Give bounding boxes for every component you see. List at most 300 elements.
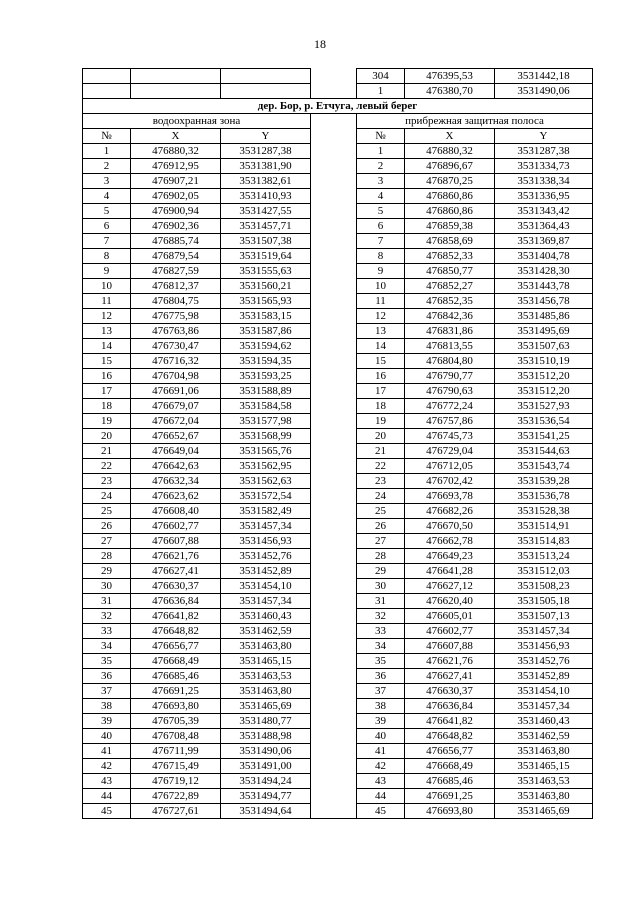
table-row xyxy=(83,684,593,699)
left-num-cell: 7 xyxy=(83,234,131,249)
top-row-y: 3531490,06 xyxy=(495,84,593,99)
right-num-cell: 15 xyxy=(357,354,405,369)
left-x-cell: 476608,40 xyxy=(131,504,221,519)
right-num-cell: 16 xyxy=(357,369,405,384)
empty-cell xyxy=(221,84,311,99)
spacer-cell xyxy=(311,639,357,654)
right-y-cell: 3531527,93 xyxy=(495,399,593,414)
spacer-cell xyxy=(311,399,357,414)
table-row xyxy=(83,609,593,624)
right-num-cell: 40 xyxy=(357,729,405,744)
right-num-cell: 13 xyxy=(357,324,405,339)
spacer-cell xyxy=(311,234,357,249)
left-y-cell: 3531594,62 xyxy=(221,339,311,354)
right-x-cell: 476648,82 xyxy=(405,729,495,744)
spacer-cell xyxy=(311,714,357,729)
table-row xyxy=(83,579,593,594)
left-num-cell: 35 xyxy=(83,654,131,669)
right-x-cell: 476852,35 xyxy=(405,294,495,309)
left-x-cell: 476642,63 xyxy=(131,459,221,474)
top-row-num: 1 xyxy=(357,84,405,99)
left-num-cell: 11 xyxy=(83,294,131,309)
right-num-cell: 7 xyxy=(357,234,405,249)
left-x-cell: 476708,48 xyxy=(131,729,221,744)
right-num-cell: 37 xyxy=(357,684,405,699)
right-y-cell: 3531495,69 xyxy=(495,324,593,339)
right-y-cell: 3531507,13 xyxy=(495,609,593,624)
right-y-cell: 3531505,18 xyxy=(495,594,593,609)
left-x-cell: 476880,32 xyxy=(131,144,221,159)
right-y-cell: 3531428,30 xyxy=(495,264,593,279)
table-row xyxy=(83,804,593,819)
right-y-cell: 3531457,34 xyxy=(495,624,593,639)
right-num-cell: 1 xyxy=(357,144,405,159)
right-x-cell: 476649,23 xyxy=(405,549,495,564)
left-y-cell: 3531457,34 xyxy=(221,594,311,609)
left-num-cell: 28 xyxy=(83,549,131,564)
right-num-cell: 30 xyxy=(357,579,405,594)
coordinates-table xyxy=(82,68,593,819)
left-num-cell: 29 xyxy=(83,564,131,579)
right-y-cell: 3531456,93 xyxy=(495,639,593,654)
left-y-cell: 3531555,63 xyxy=(221,264,311,279)
left-y-cell: 3531582,49 xyxy=(221,504,311,519)
right-x-cell: 476605,01 xyxy=(405,609,495,624)
empty-cell xyxy=(131,69,221,84)
left-x-cell: 476812,37 xyxy=(131,279,221,294)
right-y-cell: 3531443,78 xyxy=(495,279,593,294)
left-x-cell: 476775,98 xyxy=(131,309,221,324)
right-num-cell: 2 xyxy=(357,159,405,174)
top-row-x: 476395,53 xyxy=(405,69,495,84)
right-y-cell: 3531343,42 xyxy=(495,204,593,219)
left-x-cell: 476691,06 xyxy=(131,384,221,399)
left-y-cell: 3531519,64 xyxy=(221,249,311,264)
table-row xyxy=(83,624,593,639)
right-x-cell: 476813,55 xyxy=(405,339,495,354)
right-x-cell: 476602,77 xyxy=(405,624,495,639)
right-num-cell: 12 xyxy=(357,309,405,324)
right-num-cell: 29 xyxy=(357,564,405,579)
spacer-cell xyxy=(311,144,357,159)
spacer-cell xyxy=(311,534,357,549)
left-num-cell: 27 xyxy=(83,534,131,549)
left-num-cell: 18 xyxy=(83,399,131,414)
spacer-cell xyxy=(311,459,357,474)
spacer-cell xyxy=(311,489,357,504)
spacer-cell xyxy=(311,729,357,744)
table-row xyxy=(83,564,593,579)
table-row xyxy=(83,369,593,384)
left-y-cell: 3531587,86 xyxy=(221,324,311,339)
spacer-cell xyxy=(311,744,357,759)
left-num-cell: 6 xyxy=(83,219,131,234)
left-x-cell: 476900,94 xyxy=(131,204,221,219)
empty-cell xyxy=(221,69,311,84)
right-num-cell: 28 xyxy=(357,549,405,564)
right-y-cell: 3531465,69 xyxy=(495,804,593,819)
left-num-cell: 3 xyxy=(83,174,131,189)
left-num-cell: 45 xyxy=(83,804,131,819)
table-row xyxy=(83,774,593,789)
left-y-cell: 3531594,35 xyxy=(221,354,311,369)
right-y-cell: 3531510,19 xyxy=(495,354,593,369)
top-row xyxy=(83,69,593,84)
left-y-cell: 3531287,38 xyxy=(221,144,311,159)
spacer-cell xyxy=(311,309,357,324)
spacer-cell xyxy=(311,474,357,489)
spacer-cell xyxy=(311,504,357,519)
right-x-cell: 476729,04 xyxy=(405,444,495,459)
left-y-cell: 3531452,76 xyxy=(221,549,311,564)
table-row xyxy=(83,729,593,744)
right-x-cell: 476636,84 xyxy=(405,699,495,714)
left-x-cell: 476679,07 xyxy=(131,399,221,414)
left-y-cell: 3531560,21 xyxy=(221,279,311,294)
right-x-cell: 476804,80 xyxy=(405,354,495,369)
table-row xyxy=(83,294,593,309)
column-header-row xyxy=(83,129,593,144)
left-x-cell: 476672,04 xyxy=(131,414,221,429)
table-row xyxy=(83,159,593,174)
right-y-cell: 3531457,34 xyxy=(495,699,593,714)
table-row xyxy=(83,789,593,804)
right-y-cell: 3531508,23 xyxy=(495,579,593,594)
right-num-cell: 31 xyxy=(357,594,405,609)
right-num-cell: 22 xyxy=(357,459,405,474)
left-x-cell: 476607,88 xyxy=(131,534,221,549)
left-num-cell: 2 xyxy=(83,159,131,174)
empty-cell xyxy=(83,69,131,84)
left-num-cell: 13 xyxy=(83,324,131,339)
right-num-cell: 45 xyxy=(357,804,405,819)
left-x-cell: 476623,62 xyxy=(131,489,221,504)
right-y-cell: 3531512,20 xyxy=(495,369,593,384)
table-row xyxy=(83,699,593,714)
left-header-x: X xyxy=(131,129,221,144)
left-num-cell: 40 xyxy=(83,729,131,744)
left-x-cell: 476630,37 xyxy=(131,579,221,594)
right-x-cell: 476682,26 xyxy=(405,504,495,519)
left-x-cell: 476827,59 xyxy=(131,264,221,279)
right-y-cell: 3531543,74 xyxy=(495,459,593,474)
right-num-cell: 9 xyxy=(357,264,405,279)
table-row xyxy=(83,189,593,204)
spacer-cell xyxy=(311,294,357,309)
right-num-cell: 18 xyxy=(357,399,405,414)
spacer-cell xyxy=(311,654,357,669)
spacer-cell xyxy=(311,624,357,639)
left-num-cell: 21 xyxy=(83,444,131,459)
left-y-cell: 3531507,38 xyxy=(221,234,311,249)
spacer-cell xyxy=(311,69,357,84)
spacer-cell xyxy=(311,564,357,579)
right-x-cell: 476870,25 xyxy=(405,174,495,189)
left-x-cell: 476727,61 xyxy=(131,804,221,819)
right-x-cell: 476790,63 xyxy=(405,384,495,399)
table-row xyxy=(83,504,593,519)
right-x-cell: 476772,24 xyxy=(405,399,495,414)
right-y-cell: 3531514,83 xyxy=(495,534,593,549)
right-x-cell: 476627,12 xyxy=(405,579,495,594)
left-x-cell: 476879,54 xyxy=(131,249,221,264)
left-y-cell: 3531463,80 xyxy=(221,639,311,654)
left-y-cell: 3531593,25 xyxy=(221,369,311,384)
right-x-cell: 476620,40 xyxy=(405,594,495,609)
table-row xyxy=(83,354,593,369)
right-num-cell: 35 xyxy=(357,654,405,669)
left-num-cell: 15 xyxy=(83,354,131,369)
left-num-cell: 26 xyxy=(83,519,131,534)
left-x-cell: 476912,95 xyxy=(131,159,221,174)
right-header-num: № xyxy=(357,129,405,144)
right-num-cell: 11 xyxy=(357,294,405,309)
spacer-cell xyxy=(311,699,357,714)
spacer-cell xyxy=(311,684,357,699)
table-row xyxy=(83,744,593,759)
left-y-cell: 3531490,06 xyxy=(221,744,311,759)
left-y-cell: 3531562,63 xyxy=(221,474,311,489)
left-y-cell: 3531457,71 xyxy=(221,219,311,234)
left-num-cell: 17 xyxy=(83,384,131,399)
table-row xyxy=(83,234,593,249)
empty-cell xyxy=(83,84,131,99)
right-x-cell: 476630,37 xyxy=(405,684,495,699)
right-num-cell: 44 xyxy=(357,789,405,804)
table-row xyxy=(83,384,593,399)
left-x-cell: 476730,47 xyxy=(131,339,221,354)
left-num-cell: 33 xyxy=(83,624,131,639)
right-x-cell: 476880,32 xyxy=(405,144,495,159)
right-num-cell: 3 xyxy=(357,174,405,189)
right-num-cell: 43 xyxy=(357,774,405,789)
right-x-cell: 476607,88 xyxy=(405,639,495,654)
right-num-cell: 38 xyxy=(357,699,405,714)
right-x-cell: 476757,86 xyxy=(405,414,495,429)
left-x-cell: 476715,49 xyxy=(131,759,221,774)
left-y-cell: 3531488,98 xyxy=(221,729,311,744)
left-x-cell: 476602,77 xyxy=(131,519,221,534)
right-num-cell: 6 xyxy=(357,219,405,234)
right-num-cell: 10 xyxy=(357,279,405,294)
left-num-cell: 4 xyxy=(83,189,131,204)
right-y-cell: 3531364,43 xyxy=(495,219,593,234)
spacer-cell xyxy=(311,324,357,339)
right-x-cell: 476685,46 xyxy=(405,774,495,789)
right-x-cell: 476662,78 xyxy=(405,534,495,549)
right-x-cell: 476668,49 xyxy=(405,759,495,774)
right-num-cell: 17 xyxy=(357,384,405,399)
right-y-cell: 3531369,87 xyxy=(495,234,593,249)
right-y-cell: 3531541,25 xyxy=(495,429,593,444)
spacer-cell xyxy=(311,249,357,264)
left-y-cell: 3531456,93 xyxy=(221,534,311,549)
left-header-y: Y xyxy=(221,129,311,144)
right-y-cell: 3531452,76 xyxy=(495,654,593,669)
left-num-cell: 37 xyxy=(83,684,131,699)
right-y-cell: 3531512,20 xyxy=(495,384,593,399)
left-y-cell: 3531562,95 xyxy=(221,459,311,474)
left-num-cell: 20 xyxy=(83,429,131,444)
spacer-cell xyxy=(311,594,357,609)
table-row xyxy=(83,594,593,609)
table-row xyxy=(83,279,593,294)
left-y-cell: 3531494,77 xyxy=(221,789,311,804)
right-num-cell: 19 xyxy=(357,414,405,429)
right-x-cell: 476842,36 xyxy=(405,309,495,324)
right-x-cell: 476790,77 xyxy=(405,369,495,384)
spacer-cell xyxy=(311,384,357,399)
table-row xyxy=(83,174,593,189)
table-row xyxy=(83,264,593,279)
left-y-cell: 3531494,64 xyxy=(221,804,311,819)
right-num-cell: 14 xyxy=(357,339,405,354)
right-x-cell: 476627,41 xyxy=(405,669,495,684)
spacer-cell xyxy=(311,279,357,294)
right-x-cell: 476745,73 xyxy=(405,429,495,444)
coordinates-table-body xyxy=(83,69,593,819)
left-num-cell: 31 xyxy=(83,594,131,609)
left-num-cell: 36 xyxy=(83,669,131,684)
right-y-cell: 3531539,28 xyxy=(495,474,593,489)
left-y-cell: 3531480,77 xyxy=(221,714,311,729)
table-row xyxy=(83,519,593,534)
right-y-cell: 3531507,63 xyxy=(495,339,593,354)
left-num-cell: 39 xyxy=(83,714,131,729)
table-row xyxy=(83,324,593,339)
right-x-cell: 476693,80 xyxy=(405,804,495,819)
left-x-cell: 476705,39 xyxy=(131,714,221,729)
left-num-cell: 22 xyxy=(83,459,131,474)
left-x-cell: 476902,05 xyxy=(131,189,221,204)
left-y-cell: 3531572,54 xyxy=(221,489,311,504)
left-num-cell: 24 xyxy=(83,489,131,504)
right-num-cell: 8 xyxy=(357,249,405,264)
table-row xyxy=(83,654,593,669)
left-x-cell: 476691,25 xyxy=(131,684,221,699)
right-x-cell: 476860,86 xyxy=(405,189,495,204)
left-x-cell: 476719,12 xyxy=(131,774,221,789)
left-num-cell: 41 xyxy=(83,744,131,759)
right-y-cell: 3531462,59 xyxy=(495,729,593,744)
table-row xyxy=(83,414,593,429)
spacer-cell xyxy=(311,519,357,534)
left-num-cell: 30 xyxy=(83,579,131,594)
left-num-cell: 10 xyxy=(83,279,131,294)
right-y-cell: 3531454,10 xyxy=(495,684,593,699)
right-x-cell: 476852,27 xyxy=(405,279,495,294)
right-y-cell: 3531287,38 xyxy=(495,144,593,159)
left-y-cell: 3531465,69 xyxy=(221,699,311,714)
left-y-cell: 3531454,10 xyxy=(221,579,311,594)
table-row xyxy=(83,399,593,414)
right-num-cell: 34 xyxy=(357,639,405,654)
left-y-cell: 3531491,00 xyxy=(221,759,311,774)
left-y-cell: 3531565,93 xyxy=(221,294,311,309)
left-y-cell: 3531460,43 xyxy=(221,609,311,624)
right-x-cell: 476831,86 xyxy=(405,324,495,339)
right-x-cell: 476691,25 xyxy=(405,789,495,804)
spacer-cell xyxy=(311,159,357,174)
left-y-cell: 3531577,98 xyxy=(221,414,311,429)
right-num-cell: 27 xyxy=(357,534,405,549)
spacer-cell xyxy=(311,174,357,189)
table-row xyxy=(83,444,593,459)
spacer-cell xyxy=(311,189,357,204)
left-num-cell: 23 xyxy=(83,474,131,489)
left-x-cell: 476763,86 xyxy=(131,324,221,339)
left-num-cell: 12 xyxy=(83,309,131,324)
spacer-cell xyxy=(311,774,357,789)
right-y-cell: 3531463,53 xyxy=(495,774,593,789)
right-x-cell: 476852,33 xyxy=(405,249,495,264)
left-x-cell: 476907,21 xyxy=(131,174,221,189)
right-y-cell: 3531460,43 xyxy=(495,714,593,729)
left-x-cell: 476649,04 xyxy=(131,444,221,459)
spacer-cell xyxy=(311,414,357,429)
table-row xyxy=(83,669,593,684)
right-y-cell: 3531463,80 xyxy=(495,744,593,759)
section-title-row xyxy=(83,99,593,114)
left-x-cell: 476652,67 xyxy=(131,429,221,444)
left-num-cell: 42 xyxy=(83,759,131,774)
right-y-cell: 3531485,86 xyxy=(495,309,593,324)
right-header-y: Y xyxy=(495,129,593,144)
left-y-cell: 3531452,89 xyxy=(221,564,311,579)
left-x-cell: 476722,89 xyxy=(131,789,221,804)
right-y-cell: 3531456,78 xyxy=(495,294,593,309)
left-y-cell: 3531457,34 xyxy=(221,519,311,534)
table-row xyxy=(83,549,593,564)
left-num-cell: 38 xyxy=(83,699,131,714)
left-x-cell: 476685,46 xyxy=(131,669,221,684)
right-x-cell: 476641,82 xyxy=(405,714,495,729)
right-y-cell: 3531514,91 xyxy=(495,519,593,534)
left-y-cell: 3531465,15 xyxy=(221,654,311,669)
table-row xyxy=(83,534,593,549)
right-num-cell: 33 xyxy=(357,624,405,639)
spacer-cell xyxy=(311,804,357,819)
right-y-cell: 3531536,78 xyxy=(495,489,593,504)
empty-cell xyxy=(131,84,221,99)
table-row xyxy=(83,339,593,354)
right-num-cell: 24 xyxy=(357,489,405,504)
spacer-cell xyxy=(311,609,357,624)
left-y-cell: 3531382,61 xyxy=(221,174,311,189)
spacer-cell xyxy=(311,759,357,774)
left-y-cell: 3531568,99 xyxy=(221,429,311,444)
table-row xyxy=(83,429,593,444)
spacer-cell xyxy=(311,129,357,144)
table-row xyxy=(83,204,593,219)
spacer-cell xyxy=(311,204,357,219)
left-y-cell: 3531588,89 xyxy=(221,384,311,399)
right-section-title: прибрежная защитная полоса xyxy=(357,114,593,129)
top-row-num: 304 xyxy=(357,69,405,84)
left-num-cell: 5 xyxy=(83,204,131,219)
right-num-cell: 36 xyxy=(357,669,405,684)
spacer-cell xyxy=(311,789,357,804)
left-x-cell: 476648,82 xyxy=(131,624,221,639)
top-row xyxy=(83,84,593,99)
left-y-cell: 3531494,24 xyxy=(221,774,311,789)
table-row xyxy=(83,219,593,234)
left-num-cell: 1 xyxy=(83,144,131,159)
left-x-cell: 476902,36 xyxy=(131,219,221,234)
right-y-cell: 3531528,38 xyxy=(495,504,593,519)
left-x-cell: 476632,34 xyxy=(131,474,221,489)
right-x-cell: 476641,28 xyxy=(405,564,495,579)
